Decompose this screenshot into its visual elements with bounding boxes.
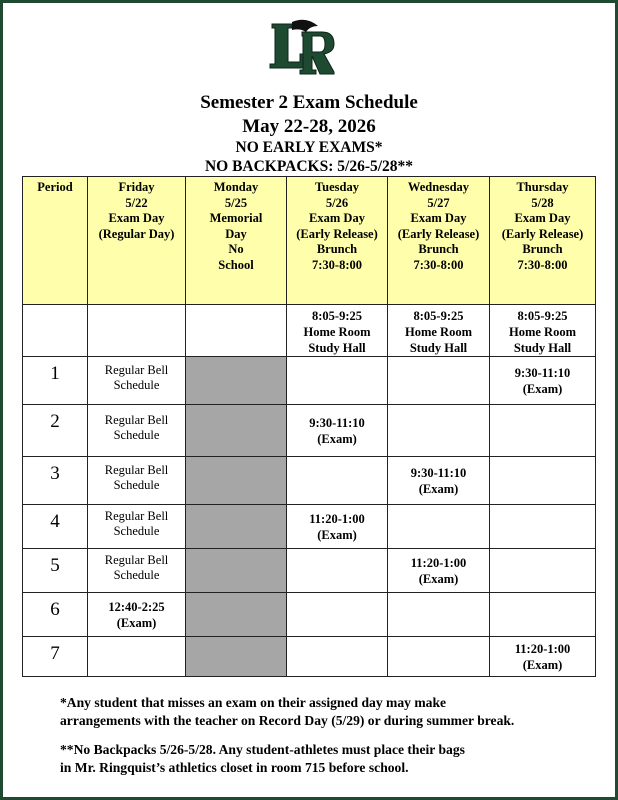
column-header-thursday <box>490 177 596 305</box>
friday-cell <box>88 549 186 593</box>
empty-cell <box>186 305 287 357</box>
header-line: (Early Release) <box>296 226 378 241</box>
exam-dates: May 22-28, 2026 <box>242 116 376 137</box>
cell-line: Regular Bell <box>104 508 169 523</box>
homeroom-row <box>23 305 596 357</box>
cell-line: (Exam) <box>317 431 357 446</box>
period-row <box>23 457 596 505</box>
thu-cell <box>490 593 596 637</box>
monday-closed-cell <box>186 457 287 505</box>
cell-line: 8:05-9:25 <box>517 309 568 323</box>
empty-cell <box>88 305 186 357</box>
period-row <box>23 637 596 677</box>
monday-closed-cell <box>186 637 287 677</box>
cell-line: Study Hall <box>409 341 468 355</box>
tue-cell <box>287 405 388 457</box>
wed-cell <box>388 457 490 505</box>
cell-line: 8:05-9:25 <box>413 309 464 323</box>
cell-line: Regular Bell <box>104 552 169 567</box>
cell-line: Home Room <box>303 325 371 339</box>
period-number: 6 <box>23 593 88 637</box>
cell-line: 9:30-11:10 <box>410 465 467 480</box>
cell-line: Schedule <box>113 567 160 582</box>
header-line: Brunch <box>316 242 358 257</box>
monday-closed-cell <box>186 357 287 405</box>
header-line: School <box>218 257 254 272</box>
note-line: *Any student that misses an exam on their assigned day may make <box>60 695 447 710</box>
school-logo <box>266 18 338 78</box>
period-row <box>23 357 596 405</box>
cell-line: 11:20-1:00 <box>309 511 365 526</box>
header-line: (Early Release) <box>501 226 584 241</box>
header-line: (Regular Day) <box>98 226 175 241</box>
cell-line: 8:05-9:25 <box>312 309 362 323</box>
header-line: Period <box>37 180 73 194</box>
monday-closed-cell <box>186 405 287 457</box>
cell-line: Schedule <box>113 523 160 538</box>
cell-line: Study Hall <box>513 341 572 355</box>
cell-line: 9:30-11:10 <box>309 415 365 430</box>
cell-line: Regular Bell <box>104 412 169 427</box>
period-row <box>23 405 596 457</box>
period-number: 1 <box>23 357 88 405</box>
wed-cell <box>388 549 490 593</box>
header-line: Brunch <box>522 242 563 257</box>
cell-line: 11:20-1:00 <box>514 641 571 656</box>
header-line: Friday <box>118 180 155 194</box>
header-line: Memorial <box>209 211 263 226</box>
wed-cell <box>388 593 490 637</box>
header-line: Exam Day <box>410 211 467 226</box>
friday-cell <box>88 457 186 505</box>
header-line: Tuesday <box>314 180 359 194</box>
cell-line: Schedule <box>113 477 160 492</box>
thu-cell <box>490 405 596 457</box>
period-number: 7 <box>23 637 88 677</box>
cell-line: 11:20-1:00 <box>410 555 467 570</box>
cell-line: Schedule <box>113 377 160 392</box>
period-row <box>23 593 596 637</box>
tue-cell <box>287 637 388 677</box>
header-line: No <box>228 242 244 257</box>
header-line: Wednesday <box>407 180 470 194</box>
monday-closed-cell <box>186 549 287 593</box>
note-line: in Mr. Ringquist’s athletics closet in room 715 before school. <box>60 760 409 775</box>
tue-cell <box>287 357 388 405</box>
cell-line: Home Room <box>509 325 576 339</box>
note-missed-exam <box>60 694 600 730</box>
homeroom-cell <box>388 305 490 357</box>
header-line: 5/22 <box>125 195 148 210</box>
friday-cell <box>88 405 186 457</box>
header-line: 7:30-8:00 <box>413 257 464 272</box>
friday-cell <box>88 637 186 677</box>
header-line: Thursday <box>516 180 569 194</box>
tue-cell <box>287 549 388 593</box>
cell-line: Schedule <box>113 427 160 442</box>
period-number: 2 <box>23 405 88 457</box>
thu-cell <box>490 457 596 505</box>
note-backpacks <box>60 741 600 777</box>
friday-cell <box>88 593 186 637</box>
cell-line: Regular Bell <box>104 362 169 377</box>
cell-line: 9:30-11:10 <box>514 365 571 380</box>
cell-line: Home Room <box>405 325 472 339</box>
period-number: 4 <box>23 505 88 549</box>
tue-cell <box>287 593 388 637</box>
monday-closed-cell <box>186 593 287 637</box>
header-row <box>23 177 596 305</box>
column-header-wednesday <box>388 177 490 305</box>
header-line: 5/25 <box>224 195 248 210</box>
monday-closed-cell <box>186 505 287 549</box>
cell-line: (Exam) <box>522 657 563 672</box>
header-line: 5/28 <box>531 195 554 210</box>
header-line: Exam Day <box>309 211 365 226</box>
tue-cell <box>287 457 388 505</box>
header-line: 7:30-8:00 <box>517 257 568 272</box>
header-line: 7:30-8:00 <box>312 257 362 272</box>
header-line: 5/27 <box>427 195 450 210</box>
cell-line: (Exam) <box>317 527 357 542</box>
period-row <box>23 549 596 593</box>
friday-cell <box>88 357 186 405</box>
note-line: **No Backpacks 5/26-5/28. Any student-athletes must place their bags <box>60 742 465 757</box>
homeroom-cell <box>287 305 388 357</box>
note-line: arrangements with the teacher on Record Day (5/29) or during summer break. <box>60 713 515 728</box>
cell-line: (Exam) <box>522 381 563 396</box>
homeroom-cell <box>490 305 596 357</box>
friday-cell <box>88 505 186 549</box>
wed-cell <box>388 505 490 549</box>
column-header-period <box>23 177 88 305</box>
wed-cell <box>388 357 490 405</box>
period-number: 5 <box>23 549 88 593</box>
header-line: Exam Day <box>514 211 571 226</box>
thu-cell <box>490 549 596 593</box>
cell-line: (Exam) <box>418 481 459 496</box>
thu-cell <box>490 637 596 677</box>
header-line: Brunch <box>418 242 459 257</box>
wed-cell <box>388 405 490 457</box>
column-header-friday <box>88 177 186 305</box>
cell-line: Study Hall <box>308 341 366 355</box>
exam-schedule-table <box>22 176 596 677</box>
empty-cell <box>23 305 88 357</box>
thu-cell <box>490 505 596 549</box>
column-header-tuesday <box>287 177 388 305</box>
wed-cell <box>388 637 490 677</box>
cell-line: Regular Bell <box>104 462 169 477</box>
cell-line: (Exam) <box>116 615 157 630</box>
header-line: 5/26 <box>325 195 349 210</box>
header-line: (Early Release) <box>397 226 480 241</box>
column-header-monday <box>186 177 287 305</box>
period-row <box>23 505 596 549</box>
header-line: Monday <box>213 180 259 194</box>
header-line: Day <box>225 226 247 241</box>
thu-cell <box>490 357 596 405</box>
cell-line: 12:40-2:25 <box>108 599 165 614</box>
page-title: Semester 2 Exam Schedule <box>200 92 418 113</box>
tue-cell <box>287 505 388 549</box>
header-line: Exam Day <box>108 211 165 226</box>
notice-no-backpacks: NO BACKPACKS: 5/26-5/28** <box>204 158 414 175</box>
notice-no-early-exams: NO EARLY EXAMS* <box>235 139 383 156</box>
period-number: 3 <box>23 457 88 505</box>
cell-line: (Exam) <box>418 571 459 586</box>
